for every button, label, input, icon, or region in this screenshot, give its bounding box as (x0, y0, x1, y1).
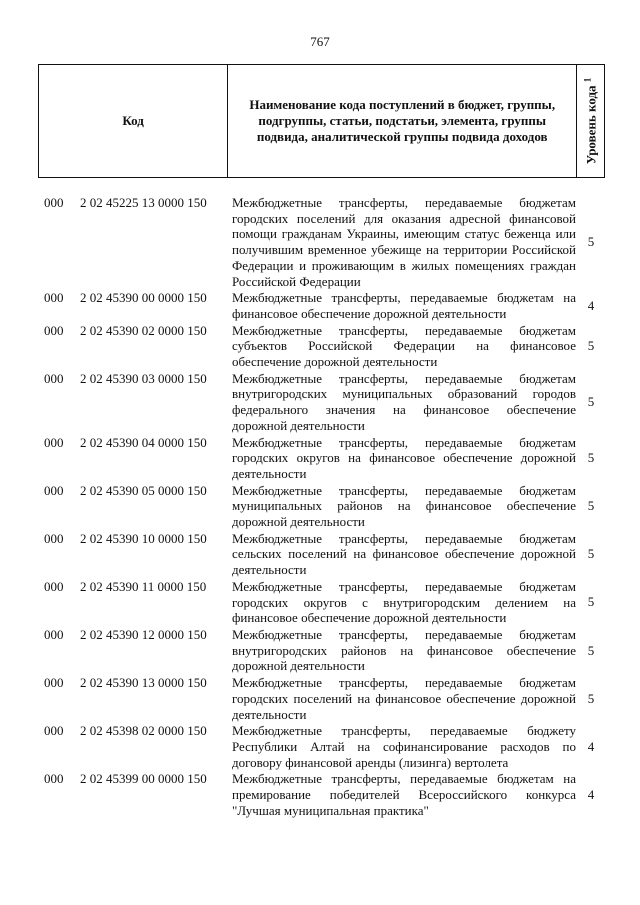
revenue-code: 2 02 45390 11 0000 150 (80, 578, 207, 594)
admin-code: 000 (44, 290, 64, 306)
admin-code: 000 (44, 675, 64, 691)
revenue-name: Межбюджетные трансферты, передаваемые бюджетам сельских поселений на финансовое обеспечение дорожной деятельности (232, 530, 576, 578)
revenue-name: Межбюджетные трансферты, передаваемые бюджетам муниципальных районов на финансовое обеспечение дорожной деятельности (232, 482, 576, 530)
code-level: 4 (587, 738, 595, 754)
revenue-code: 2 02 45398 02 0000 150 (80, 723, 207, 739)
revenue-name: Межбюджетные трансферты, передаваемые бюджетам городских округов с внутригородским делением на финансовое обеспечение дорожной деятельности (232, 578, 576, 626)
admin-code: 000 (44, 370, 64, 386)
code-level: 4 (587, 297, 595, 313)
admin-code: 000 (44, 626, 64, 642)
table-row (44, 195, 610, 289)
table-row (44, 771, 610, 818)
revenue-code: 2 02 45390 02 0000 150 (80, 322, 207, 338)
table-row (44, 483, 610, 530)
code-level: 5 (587, 498, 595, 514)
admin-code: 000 (44, 530, 64, 546)
admin-code: 000 (44, 482, 64, 498)
table-row (44, 723, 610, 770)
code-level: 4 (587, 786, 595, 802)
revenue-name: Межбюджетные трансферты, передаваемые бюджетам на премирование победителей Всероссийского конкурса "Лучшая муниципальная практика" (232, 771, 576, 818)
revenue-name: Межбюджетные трансферты, передаваемые бюджетам на финансовое обеспечение дорожной деятельности (232, 290, 576, 321)
table-body (44, 195, 610, 818)
header-code: Код (39, 65, 228, 177)
revenue-name: Межбюджетные трансферты, передаваемые бюджетам внутригородских районов на финансовое обеспечение дорожной деятельности (232, 626, 576, 674)
admin-code: 000 (44, 578, 64, 594)
table-header (38, 64, 605, 178)
code-level: 5 (587, 546, 595, 562)
table-row (44, 531, 610, 578)
table-row (44, 627, 610, 674)
header-level (577, 65, 604, 177)
code-level: 5 (587, 338, 595, 354)
revenue-name: Межбюджетные трансферты, передаваемые бюджетам городских округов на финансовое обеспечение дорожной деятельности (232, 434, 576, 481)
revenue-code: 2 02 45390 10 0000 150 (80, 530, 207, 546)
revenue-name: Межбюджетные трансферты, передаваемые бюджетам городских поселений на финансовое обеспечение дорожной деятельности (232, 675, 576, 722)
table-row (44, 675, 610, 722)
header-level-label: Уровень кода (583, 85, 599, 165)
revenue-name: Межбюджетные трансферты, передаваемые бюджетам городских поселений для оказания адресной финансовой помощи гражданам Украины, имеющим статус беженца или получившим временное убежище на территории Российской Федерации и проживающим в жилых помещениях граждан Российской Федерации (232, 195, 576, 289)
admin-code: 000 (44, 771, 64, 787)
code-level: 5 (587, 394, 595, 410)
code-level: 5 (587, 642, 595, 658)
table-row (44, 579, 610, 626)
table-row (44, 323, 610, 370)
revenue-code: 2 02 45390 03 0000 150 (80, 370, 207, 386)
admin-code: 000 (44, 322, 64, 338)
revenue-code: 2 02 45390 12 0000 150 (80, 626, 207, 642)
revenue-code: 2 02 45399 00 0000 150 (80, 771, 207, 787)
revenue-name: Межбюджетные трансферты, передаваемые бюджетам внутригородских муниципальных образований городов федерального значения на финансовое обеспечение дорожной деятельности (232, 370, 576, 433)
revenue-code: 2 02 45390 13 0000 150 (80, 675, 207, 691)
admin-code: 000 (44, 723, 64, 739)
revenue-code: 2 02 45390 00 0000 150 (80, 290, 207, 306)
page-number: 767 (310, 34, 330, 49)
table-row (44, 435, 610, 482)
table-row (44, 371, 610, 434)
revenue-code: 2 02 45390 05 0000 150 (80, 482, 207, 498)
header-level-footnote: 1 (581, 77, 592, 83)
code-level: 5 (587, 690, 595, 706)
code-level: 5 (587, 234, 595, 250)
revenue-name: Межбюджетные трансферты, передаваемые бюджету Республики Алтай на софинансирование расходов по договору финансовой аренды (лизинга) вертолета (232, 723, 576, 770)
revenue-code: 2 02 45225 13 0000 150 (80, 195, 207, 210)
code-level: 5 (587, 450, 595, 466)
table-row (44, 290, 610, 321)
code-level: 5 (587, 594, 595, 610)
header-level-text (582, 78, 599, 165)
revenue-code: 2 02 45390 04 0000 150 (80, 434, 207, 450)
header-name: Наименование кода поступлений в бюджет, группы, подгруппы, статьи, подстатьи, элемента, группы подвида, аналитической группы подвида доходов (228, 65, 577, 177)
revenue-name: Межбюджетные трансферты, передаваемые бюджетам субъектов Российской Федерации на финансовое обеспечение дорожной деятельности (232, 322, 576, 370)
admin-code: 000 (44, 195, 64, 210)
admin-code: 000 (44, 434, 64, 450)
